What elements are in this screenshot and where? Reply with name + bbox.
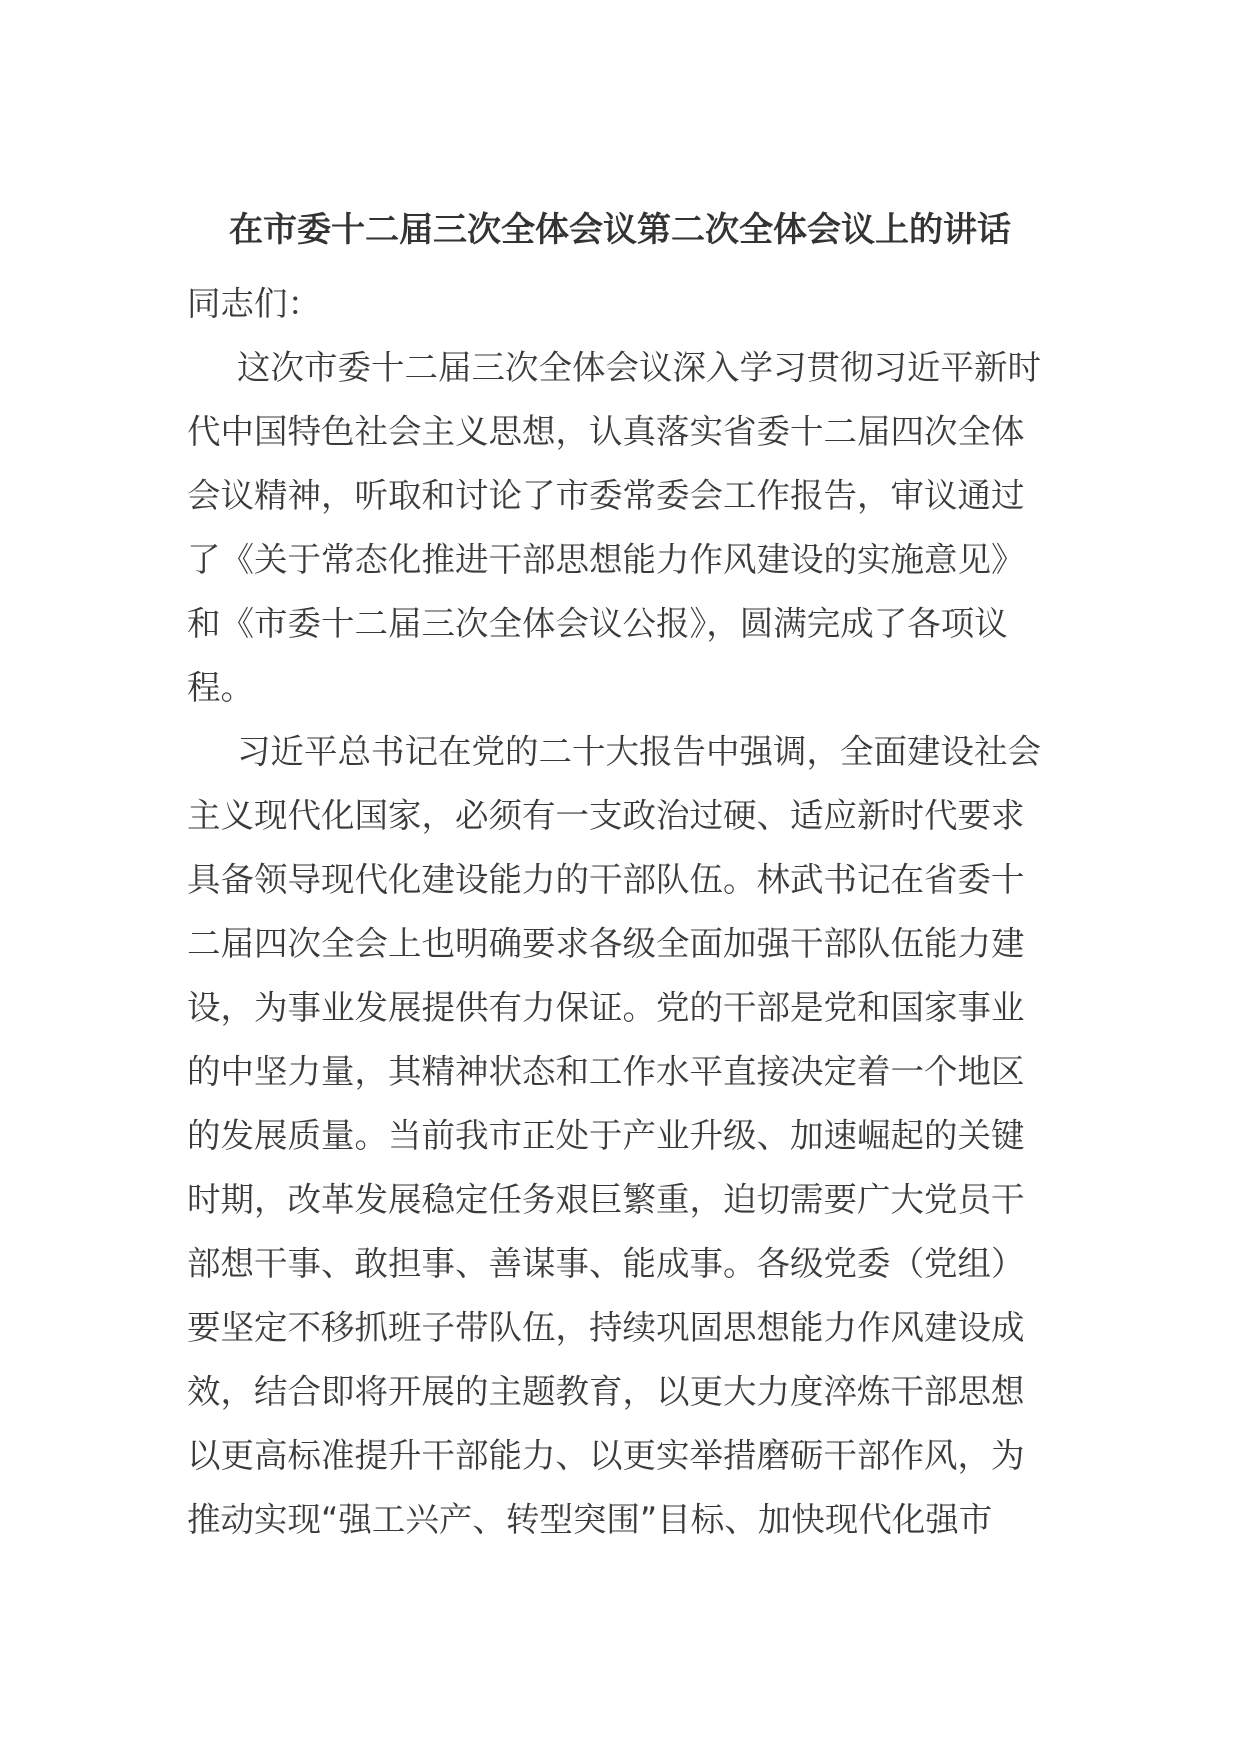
body-line: 的中坚力量，其精神状态和工作水平直接决定着一个地区: [187, 1052, 1025, 1091]
body-line: 以更高标准提升干部能力、以更实举措磨砺干部作风，为: [187, 1436, 1025, 1475]
body-line: 部想干事、敢担事、善谋事、能成事。各级党委（党组）: [187, 1244, 1025, 1283]
body-line: 的发展质量。当前我市正处于产业升级、加速崛起的关键: [187, 1116, 1025, 1155]
body-line: 推动实现“强工兴产、转型突围”目标、加快现代化强市: [187, 1500, 993, 1539]
body-line: 和《市委十二届三次全体会议公报》，圆满完成了各项议: [187, 604, 1008, 643]
body-line: 了《关于常态化推进干部思想能力作风建设的实施意见》: [187, 540, 1025, 579]
body-line: 程。: [187, 668, 254, 707]
body-line: 这次市委十二届三次全体会议深入学习贯彻习近平新时: [237, 348, 1041, 387]
body-line: 代中国特色社会主义思想，认真落实省委十二届四次全体: [187, 412, 1025, 451]
body-line: 时期，改革发展稳定任务艰巨繁重，迫切需要广大党员干: [187, 1180, 1025, 1219]
body-line: 习近平总书记在党的二十大报告中强调，全面建设社会: [237, 732, 1041, 771]
body-line: 效，结合即将开展的主题教育，以更大力度淬炼干部思想: [187, 1372, 1025, 1411]
salutation: 同志们：: [187, 284, 321, 323]
body-line: 要坚定不移抓班子带队伍，持续巩固思想能力作风建设成: [187, 1308, 1025, 1347]
body-line: 具备领导现代化建设能力的干部队伍。林武书记在省委十: [187, 860, 1025, 899]
body-line: 会议精神，听取和讨论了市委常委会工作报告，审议通过: [187, 476, 1025, 515]
body-line: 主义现代化国家，必须有一支政治过硬、适应新时代要求: [187, 796, 1025, 835]
body-line: 设，为事业发展提供有力保证。党的干部是党和国家事业: [187, 988, 1025, 1027]
body-line: 二届四次全会上也明确要求各级全面加强干部队伍能力建: [187, 924, 1025, 963]
document-title: 在市委十二届三次全体会议第二次全体会议上的讲话: [229, 210, 1011, 250]
